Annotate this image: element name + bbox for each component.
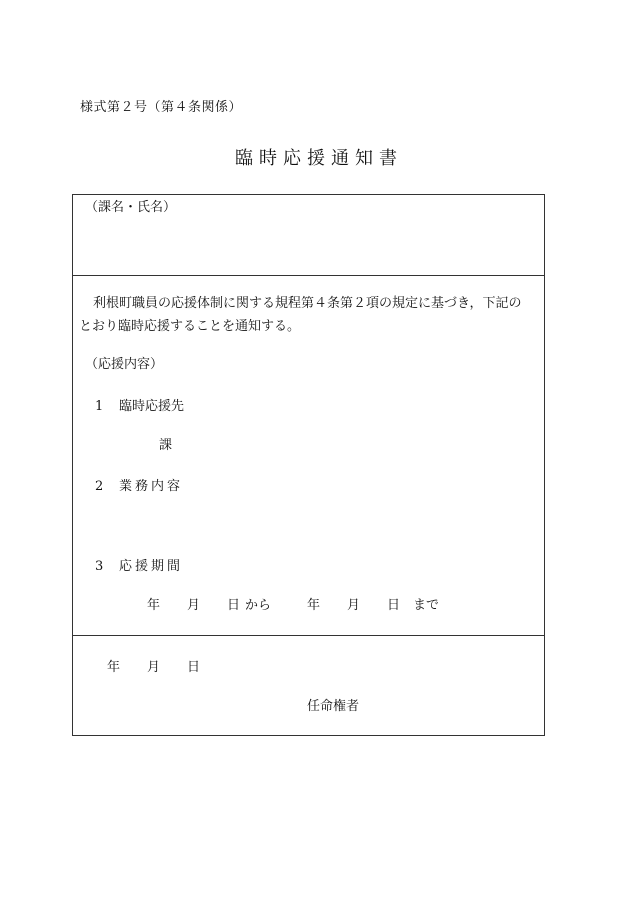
section-divider-2 <box>73 635 544 636</box>
details-heading: （応援内容） <box>85 357 164 372</box>
recipient-label: （課名・氏名） <box>85 200 177 215</box>
item-1-number: 1 <box>95 399 104 414</box>
section-divider-1 <box>73 275 544 276</box>
document-title: 臨時応援通知書 <box>235 148 403 169</box>
item-2-label: 業務内容 <box>119 479 184 494</box>
body-text-line-2: とおり臨時応援することを通知する。 <box>79 319 301 334</box>
item-3-label: 応援期間 <box>119 559 184 574</box>
date-day: 日 <box>187 660 201 675</box>
form-number-label: 様式第２号（第４条関係） <box>80 100 243 115</box>
period-end-day: 日 <box>387 598 401 613</box>
period-until: まで <box>413 598 440 613</box>
period-start-day: 日 <box>227 598 241 613</box>
appointing-authority: 任命権者 <box>307 699 360 714</box>
body-text-line-1: 利根町職員の応援体制に関する規程第４条第２項の規定に基づき，下記の <box>93 296 522 311</box>
item-1-label: 臨時応援先 <box>119 399 185 414</box>
item-3-number: 3 <box>95 559 104 574</box>
period-start-month: 月 <box>187 598 201 613</box>
period-from: から <box>245 598 272 613</box>
date-month: 月 <box>147 660 161 675</box>
period-end-month: 月 <box>347 598 361 613</box>
item-2-number: 2 <box>95 479 104 494</box>
date-year: 年 <box>107 660 121 675</box>
item-1-value: 課 <box>159 438 173 453</box>
period-end-year: 年 <box>307 598 321 613</box>
period-start-year: 年 <box>147 598 161 613</box>
notice-form-box <box>72 194 545 736</box>
